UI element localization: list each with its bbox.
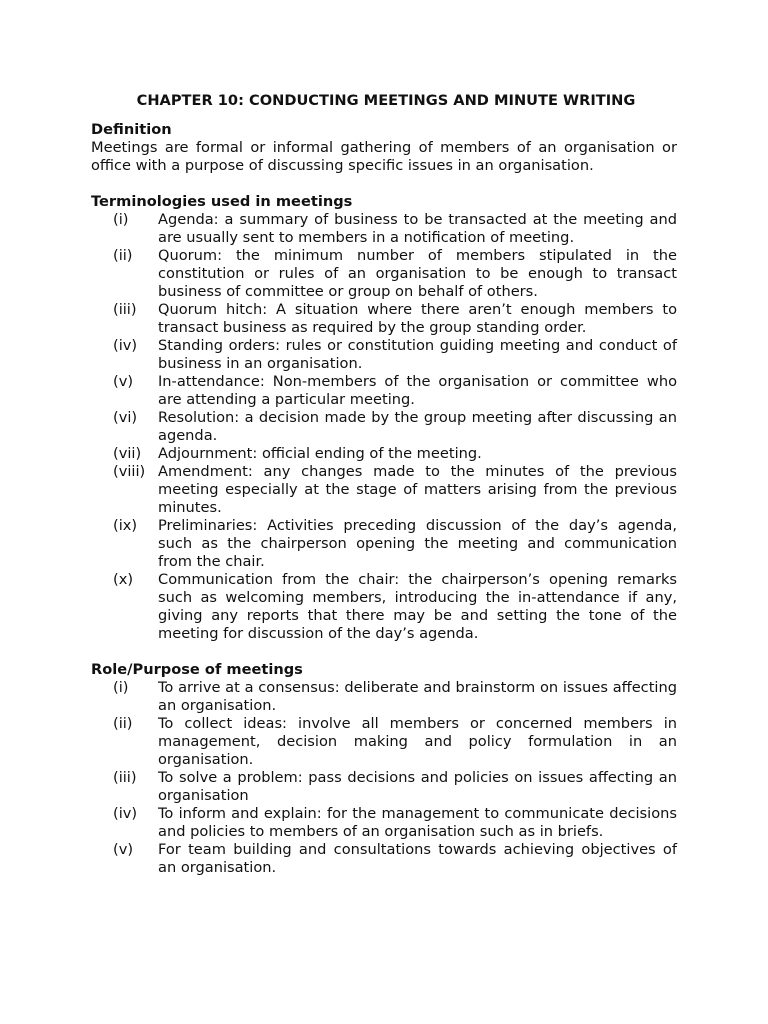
- list-item: [91, 373, 677, 409]
- item-text: To arrive at a consensus: deliberate and brainstorm on issues affecting an organisation.: [158, 679, 677, 714]
- list-item: [91, 409, 677, 445]
- item-text: To inform and explain: for the management to communicate decisions and policies to members of an organisation such as in briefs.: [158, 805, 677, 840]
- item-text: Preliminaries: Activities preceding discussion of the day’s agenda, such as the chairperson opening the meeting and communication from the chair.: [158, 517, 677, 570]
- item-text: Quorum hitch: A situation where there aren’t enough members to transact business as required by the group standing order.: [158, 301, 677, 336]
- list-item: [91, 211, 677, 247]
- item-text: Communication from the chair: the chairperson’s opening remarks such as welcoming members, introducing the in-attendance if any, giving any reports that there may be and setting the tone of the meeting for discussion of the day’s agenda.: [158, 571, 677, 642]
- item-text: Amendment: any changes made to the minutes of the previous meeting especially at the stage of matters arising from the previous minutes.: [158, 463, 677, 516]
- list-item: [91, 769, 677, 805]
- item-number: (iii): [113, 301, 137, 318]
- item-number: (i): [113, 679, 129, 696]
- definition-text: Meetings are formal or informal gathering of members of an organisation or office with a purpose of discussing specific issues in an organisation.: [91, 139, 677, 174]
- list-item: [91, 679, 677, 715]
- list-item: [91, 805, 677, 841]
- item-number: (v): [113, 373, 134, 390]
- list-item: [91, 337, 677, 373]
- terminologies-heading: Terminologies used in meetings: [91, 193, 353, 210]
- item-text: Quorum: the minimum number of members stipulated in the constitution or rules of an organisation to be enough to transact business of committee or group on behalf of others.: [158, 247, 677, 300]
- definition-heading: Definition: [91, 121, 172, 138]
- item-number: (vi): [113, 409, 138, 426]
- item-text: To solve a problem: pass decisions and policies on issues affecting an organisation: [158, 769, 677, 804]
- list-item: [91, 571, 677, 643]
- item-text: Agenda: a summary of business to be transacted at the meeting and are usually sent to members in a notification of meeting.: [158, 211, 677, 246]
- item-number: (iii): [113, 769, 137, 786]
- item-number: (vii): [113, 445, 142, 462]
- item-text: Adjournment: official ending of the meeting.: [158, 445, 482, 462]
- list-item: [91, 463, 677, 517]
- spacer: [91, 643, 677, 661]
- terminologies-list: [91, 211, 677, 643]
- item-text: Resolution: a decision made by the group meeting after discussing an agenda.: [158, 409, 677, 444]
- list-item: [91, 301, 677, 337]
- spacer: [91, 175, 677, 193]
- item-number: (ii): [113, 715, 133, 732]
- item-text: Standing orders: rules or constitution guiding meeting and conduct of business in an organisation.: [158, 337, 677, 372]
- item-number: (x): [113, 571, 134, 588]
- list-item: [91, 517, 677, 571]
- item-number: (v): [113, 841, 134, 858]
- item-number: (i): [113, 211, 129, 228]
- item-text: To collect ideas: involve all members or concerned members in management, decision making and policy formulation in an organisation.: [158, 715, 677, 768]
- item-number: (ix): [113, 517, 138, 534]
- roles-list: [91, 679, 677, 877]
- item-text: For team building and consultations towards achieving objectives of an organisation.: [158, 841, 677, 876]
- list-item: [91, 715, 677, 769]
- item-number: (ii): [113, 247, 133, 264]
- roles-heading: Role/Purpose of meetings: [91, 661, 303, 678]
- item-text: In-attendance: Non-members of the organisation or committee who are attending a particular meeting.: [158, 373, 677, 408]
- list-item: [91, 445, 677, 463]
- list-item: [91, 247, 677, 301]
- item-number: (viii): [113, 463, 146, 480]
- item-number: (iv): [113, 337, 138, 354]
- item-number: (iv): [113, 805, 138, 822]
- chapter-title: CHAPTER 10: CONDUCTING MEETINGS AND MINUTE WRITING: [136, 92, 636, 109]
- list-item: [91, 841, 677, 877]
